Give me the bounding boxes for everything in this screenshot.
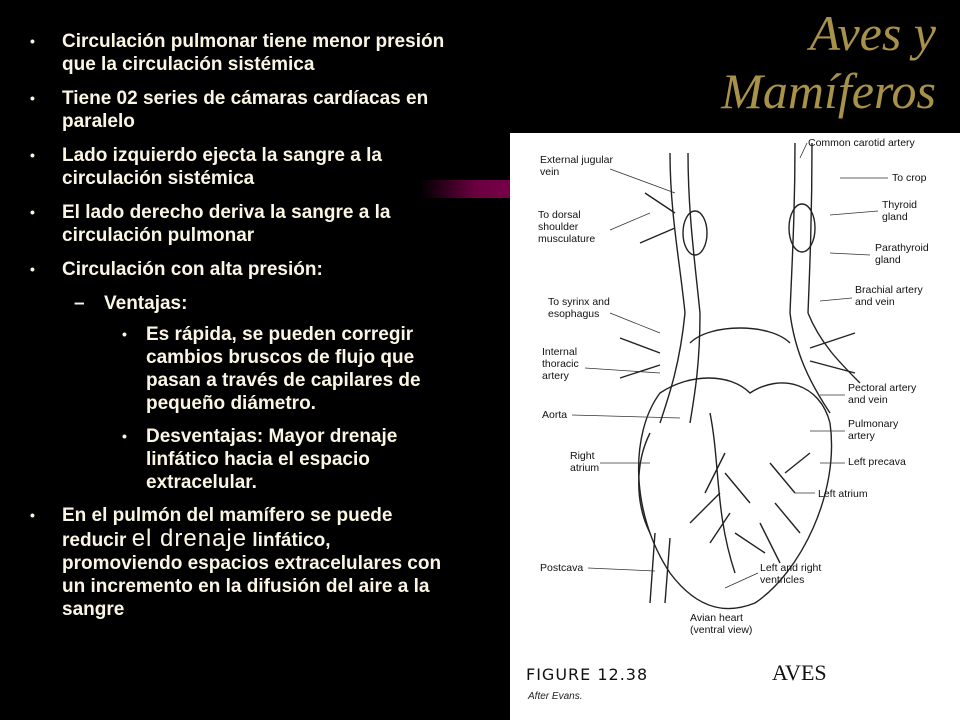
vessel-left-lower-2 bbox=[690, 313, 700, 423]
coronary-vessels-right bbox=[760, 453, 810, 563]
title-line-2: Mamíferos bbox=[721, 63, 936, 119]
label-avian-heart-2: (ventral view) bbox=[690, 624, 753, 636]
bullet-item: • Lado izquierdo ejecta la sangre a la circulación sistémica bbox=[30, 145, 382, 189]
label-thyroid-2: gland bbox=[882, 211, 908, 223]
bullet-item: • Circulación con alta presión: bbox=[30, 259, 323, 280]
vessel-right-inner bbox=[808, 143, 812, 313]
label-to-syrinx-2: esophagus bbox=[548, 308, 600, 320]
figure-caption: FIGURE 12.38 bbox=[526, 665, 649, 684]
label-left-precava: Left precava bbox=[848, 456, 906, 468]
postcava-vessel bbox=[650, 533, 670, 603]
label-ventricles-2: ventricles bbox=[760, 574, 805, 586]
label-internal-thoracic-2: thoracic bbox=[542, 358, 579, 370]
sub-bullet-item: • Desventajas: Mayor drenaje linfático hacia el espacio extracelular. bbox=[122, 426, 398, 493]
label-avian-heart: Avian heart bbox=[690, 612, 743, 624]
label-right-atrium: Right bbox=[570, 450, 595, 462]
coronary-vessels-left bbox=[690, 453, 765, 553]
dash-icon: – bbox=[74, 293, 85, 314]
label-parathyroid-2: gland bbox=[875, 254, 901, 266]
label-aorta: Aorta bbox=[542, 409, 568, 421]
label-pulmonary-2: artery bbox=[848, 430, 875, 442]
bullet-item: • Circulación pulmonar tiene menor presión que la circulación sistémica bbox=[30, 31, 445, 75]
heart-drawing bbox=[620, 143, 860, 609]
aortic-arch bbox=[690, 328, 790, 343]
heart-diagram bbox=[510, 133, 960, 720]
label-postcava: Postcava bbox=[540, 562, 584, 574]
thyroid-left bbox=[683, 211, 707, 255]
label-thyroid: Thyroid bbox=[882, 199, 918, 211]
slide-title bbox=[721, 4, 936, 120]
bullet-dot-icon: • bbox=[30, 507, 35, 523]
bullet-dot-icon: • bbox=[122, 326, 127, 342]
septum-line bbox=[710, 413, 735, 573]
bullet-dot-icon: • bbox=[30, 33, 35, 49]
label-internal-thoracic-3: artery bbox=[542, 370, 569, 382]
label-external-jugular-2: vein bbox=[540, 166, 560, 178]
vessel-right-lower bbox=[790, 313, 830, 413]
class-label: AVES bbox=[772, 660, 827, 685]
bullet-dot-icon: • bbox=[30, 261, 35, 277]
label-common-carotid: Common carotid artery bbox=[808, 137, 915, 149]
figure-credit: After Evans. bbox=[528, 691, 583, 702]
label-right-atrium-2: atrium bbox=[570, 462, 600, 474]
label-ventricles: Left and right bbox=[760, 562, 822, 574]
title-line-1: Aves y bbox=[809, 5, 936, 61]
label-internal-thoracic: Internal bbox=[542, 346, 578, 358]
label-to-dorsal: To dorsal bbox=[538, 209, 581, 221]
vessel-left-lower bbox=[660, 313, 685, 423]
label-left-atrium: Left atrium bbox=[818, 488, 868, 500]
vessel-left-inner bbox=[688, 153, 700, 313]
label-to-syrinx: To syrinx and bbox=[548, 296, 610, 308]
bullet-dot-icon: • bbox=[122, 428, 127, 444]
label-to-dorsal-3: musculature bbox=[538, 233, 596, 245]
leader-lines bbox=[572, 143, 888, 588]
sub-bullet-item: • Es rápida, se pueden corregir cambios bruscos de flujo que pasan a través de capilares de pequeño diámetro. bbox=[122, 324, 421, 414]
label-pulmonary: Pulmonary bbox=[848, 418, 899, 430]
sub-heading: – Ventajas: bbox=[74, 293, 188, 314]
bullet-item: • En el pulmón del mamífero se puede reducir el drenaje linfático, promoviendo espacios extracelulares con un incremento en la difusión del aire a la sangre bbox=[30, 505, 442, 620]
label-parathyroid: Parathyroid bbox=[875, 242, 929, 254]
vessel-right-outer bbox=[790, 143, 795, 313]
branch-left bbox=[640, 193, 675, 243]
bullet-dot-icon: • bbox=[30, 147, 35, 163]
label-pectoral-2: and vein bbox=[848, 394, 888, 406]
bullet-dot-icon: • bbox=[30, 90, 35, 106]
avian-heart-figure bbox=[510, 133, 960, 720]
bullet-list bbox=[24, 30, 454, 632]
label-to-dorsal-2: shoulder bbox=[538, 221, 579, 233]
label-brachial: Brachial artery bbox=[855, 284, 923, 296]
bullet-item: • El lado derecho deriva la sangre a la circulación pulmonar bbox=[30, 202, 391, 246]
label-to-crop: To crop bbox=[892, 172, 927, 184]
bullet-item: • Tiene 02 series de cámaras cardíacas en paralelo bbox=[30, 88, 429, 132]
label-external-jugular: External jugular bbox=[540, 154, 613, 166]
emphasis-text: el drenaje bbox=[131, 525, 248, 552]
label-brachial-2: and vein bbox=[855, 296, 895, 308]
label-pectoral: Pectoral artery bbox=[848, 382, 917, 394]
bullet-dot-icon: • bbox=[30, 204, 35, 220]
